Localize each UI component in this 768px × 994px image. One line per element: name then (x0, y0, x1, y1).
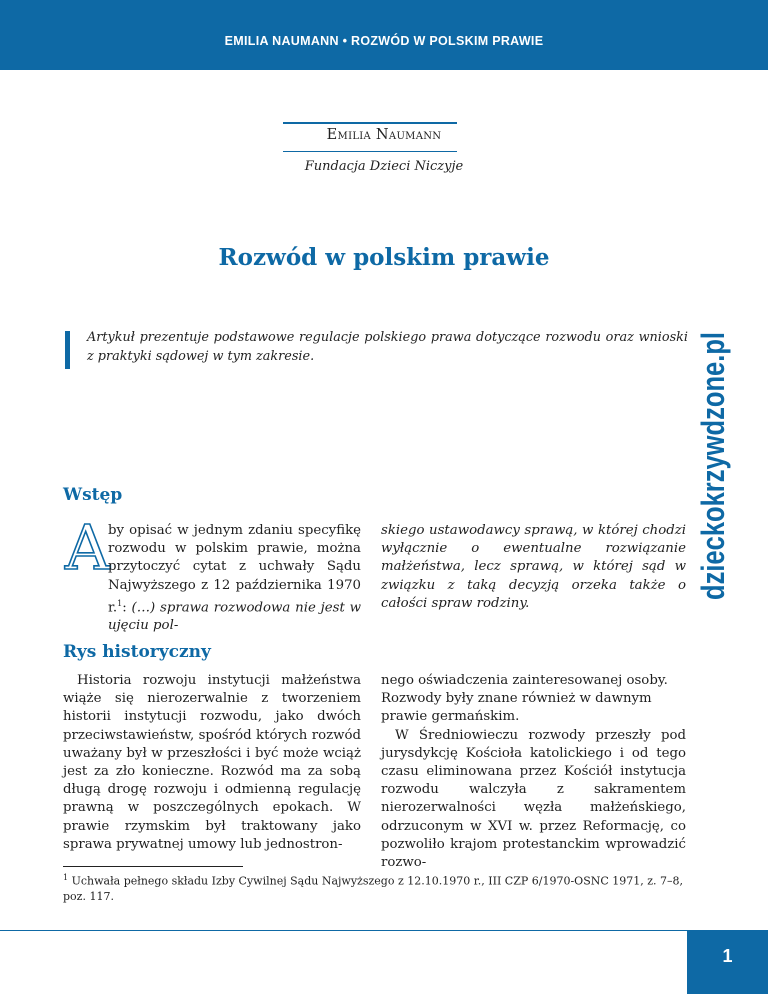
intro-quote-end: skiego ustawodawcy sprawą, w której chodzi wyłącznie o ewentualne rozwiązanie małżeństwa, lecz sprawą, w której sąd w związku z taką decyzją orzeka także o całości spraw rodziny. (381, 523, 686, 611)
footnote-number: 1 (63, 873, 69, 882)
history-left-column (63, 672, 361, 854)
article-title: Rozwód w polskim prawie (218, 244, 550, 271)
author-affiliation: Fundacja Dzieci Niczyje (304, 159, 464, 174)
page-number: 1 (722, 946, 733, 966)
abstract-accent-bar (65, 331, 70, 369)
footnote-rule (63, 866, 243, 867)
history-left-text: Historia rozwoju instytucji małżeństwa wiąże się nierozerwalnie z tworzeniem historii instytucji rozwodu, jako dwóch przeciwstawieństw, spośród których rozwód uważany był w przeszłości i być może wciąż jest za zło konieczne. Rozwód ma za sobą długą drogę rozwoju i odmienną regulację prawną w poszczególnych epokach. W prawie rzymskim był traktowany jako sprawa prywatnej umowy lub jednostron- (63, 673, 361, 852)
svg-text:A: A (65, 511, 110, 584)
section-heading-intro: Wstęp (63, 485, 123, 505)
footnote-ref: 1 (117, 598, 123, 608)
author-name: Emilia Naumann (326, 127, 442, 143)
section-heading-history: Rys historyczny (63, 642, 211, 662)
intro-quote-start: (…) sprawa rozwodowa nie jest w ujęciu pol- (108, 600, 362, 634)
footnote (63, 870, 703, 904)
intro-left-text: by opisać w jednym zdaniu specyfikę rozwodu w polskim prawie, można przytoczyć cytat z uchwały Sądu Najwyższego z 12 października 1970 r. (108, 523, 361, 616)
watermark-logo (695, 263, 731, 600)
footer-rule (0, 930, 687, 931)
author-rule-top (283, 122, 457, 124)
author-rule-bottom (283, 151, 457, 152)
history-right-p2: W Średniowieczu rozwody przeszły pod jurysdykcję Kościoła katolickiego i od tego czasu eliminowana przez Kościół instytucja rozwodu walczyła z sakramentem nierozerwalności węzła małżeńskiego, odrzuconym w XVI w. przez Reformację, co pozwoliło krajom protestanckim wprowadzić rozwo- (381, 727, 686, 871)
intro-left-column: by opisać w jednym zdaniu specyfikę rozwodu w polskim prawie, można przytoczyć cytat z uchwały Sądu Najwyższego z 12 października 1970 r.$^1$: (…) sprawa rozwodowa nie jest w ujęciu pol- (108, 523, 362, 634)
history-right-p1: nego oświadczenia zainteresowanej osoby. Rozwody były znane również w dawnym prawie germańskim. (381, 673, 668, 725)
running-title: EMILIA NAUMANN • ROZWÓD W POLSKIM PRAWIE (224, 34, 544, 48)
intro-right-column (381, 522, 686, 613)
history-right-column (381, 672, 686, 872)
footnote-text: Uchwała pełnego składu Izby Cywilnej Sądu Najwyższego z 12.10.1970 r., III CZP 6/1970-OSNC 1971, z. 7–8, poz. 117. (63, 874, 684, 903)
abstract: Artykuł prezentuje podstawowe regulacje polskiego prawa dotyczące rozwodu oraz wnioski z praktyki sądowej w tym zakresie. (87, 330, 688, 364)
watermark-text: dzieckokrzywdzone.pl (695, 263, 731, 600)
